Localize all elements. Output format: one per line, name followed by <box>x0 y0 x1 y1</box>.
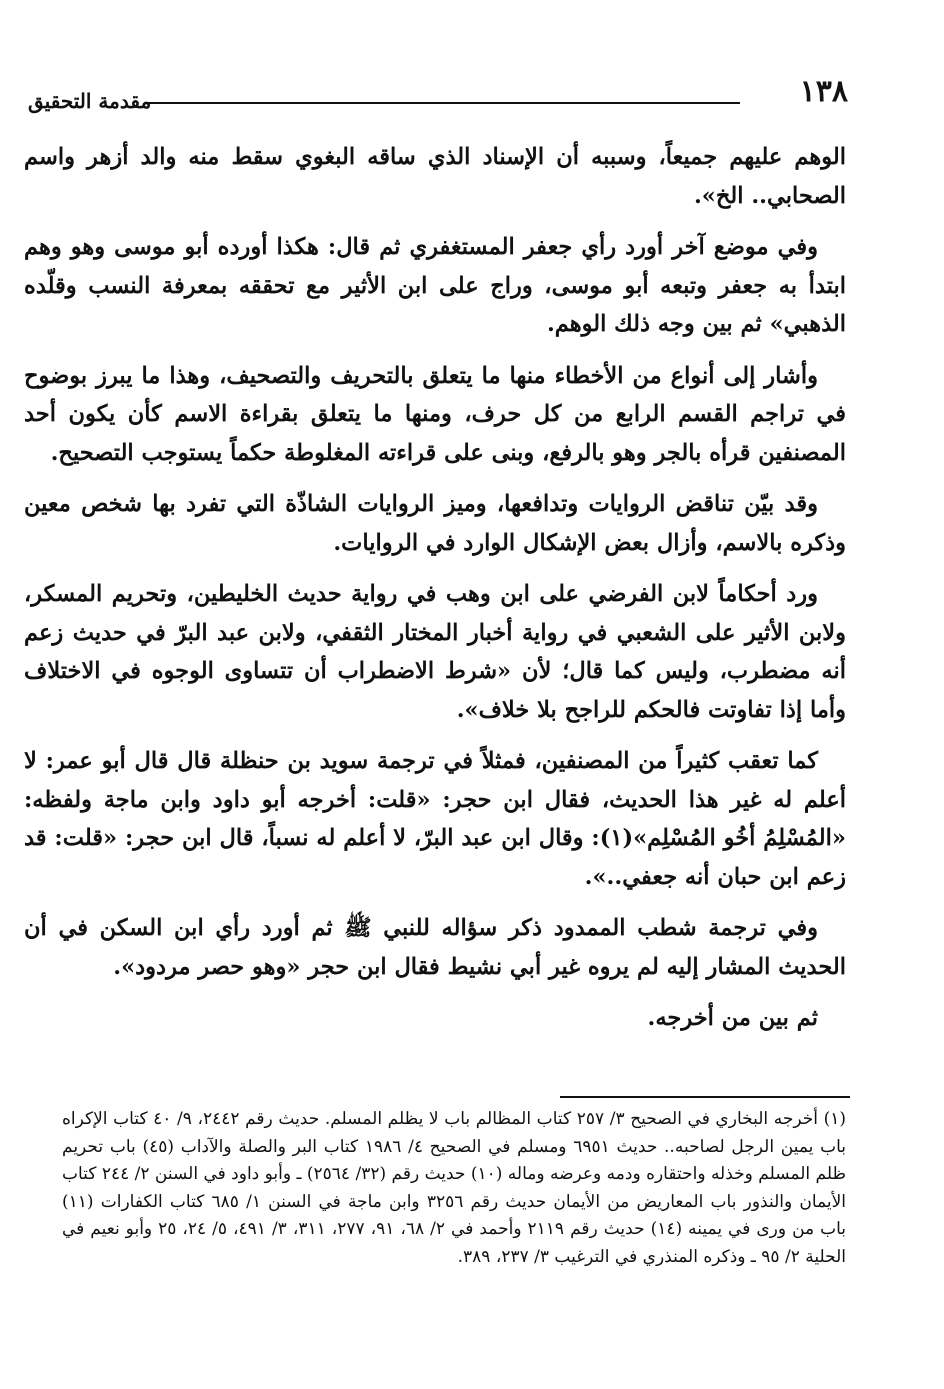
paragraph: وقد بيّن تناقض الروايات وتدافعها، وميز الروايات الشاذّة التي تفرد بها شخص معين وذكره بالاسم، وأزال بعض الإشكال الوارد في الروايات. <box>24 491 846 556</box>
footnote-text: (١) أخرجه البخاري في الصحيح ٣/ ٢٥٧ كتاب المظالم باب لا يظلم المسلم. حديث رقم ٢٤٤٢، ٩/ ٤٠ كتاب الإكراه باب يمين الرجل لصاحبه.. حديث ٦٩٥١ ومسلم في الصحيح ٤/ ١٩٨٦ كتاب البر والصلة والآداب (٤٥) باب تحريم ظلم المسلم وخذله واحتقاره ودمه وعرضه وماله (١٠) حديث رقم (٣٢/ ٢٥٦٤) ـ وأبو داود في السنن ٢/ ٢٤٤ كتاب الأيمان والنذور باب المعاريض من الأيمان حديث رقم ٣٢٥٦ وابن ماجة في السنن ١/ ٦٨٥ كتاب الكفارات (١١) باب من ورى في يمينه (١٤) حديث رقم ٢١١٩ وأحمد في ٢/ ٦٨، ٩١، ٢٧٧، ٣١١، ٣/ ٤٩١، ٥/ ٢٤، ٢٥ وأبو نعيم في الحلية ٢/ ٩٥ ـ وذكره المنذري في الترغيب ٣/ ٢٣٧، ٣٨٩. <box>62 1109 847 1267</box>
paragraph: وفي موضع آخر أورد رأي جعفر المستغفري ثم قال: هكذا أورده أبو موسى وهو وهم ابتدأ به جعفر وتبعه أبو موسى، وراج على ابن الأثير مع تحققه بمعرفة النسب وقلّده الذهبي» ثم بين وجه ذلك الوهم. <box>24 234 846 337</box>
paragraph: ثم بين من أخرجه. <box>647 1005 818 1031</box>
paragraph: وفي ترجمة شطب الممدود ذكر سؤاله للنبي ﷺ ثم أورد رأي ابن السكن في أن الحديث المشار إليه لم يروه غير أبي نشيط فقال ابن حجر «وهو حصر مردود». <box>24 915 846 980</box>
page-header <box>28 72 848 116</box>
paragraph: الوهم عليهم جميعاً، وسببه أن الإسناد الذي ساقه البغوي سقط منه والد أزهر واسم الصحابي.. الخ». <box>24 144 846 209</box>
paragraph: ورد أحكاماً لابن الفرضي على ابن وهب في رواية حديث الخليطين، وتحريم المسكر، ولابن الأثير على الشعبي في رواية أخبار المختار الثقفي، ولابن عبد البرّ في حديث زعم أنه مضطرب، وليس كما قال؛ لأن «شرط الاضطراب أن تتساوى الوجوه في الاختلاف وأما إذا تفاوتت فالحكم للراجح بلا خلاف». <box>24 581 846 723</box>
paragraph: وأشار إلى أنواع من الأخطاء منها ما يتعلق بالتحريف والتصحيف، وهذا ما يبرز بوضوح في تراجم القسم الرابع من كل حرف، ومنها ما يتعلق بقراءة الاسم كأن يكون أحد المصنفين قرأه بالجر وهو بالرفع، وبنى على قراءته المغلوطة حكماً يستوجب التصحيح. <box>24 362 846 466</box>
paragraph: كما تعقب كثيراً من المصنفين، فمثلاً في ترجمة سويد بن حنظلة قال قال أبو عمر: لا أعلم له غير هذا الحديث، فقال ابن حجر: «قلت: أخرجه أبو داود وابن ماجة ولفظه: «المُسْلِمُ أخُو المُسْلِم»(١): وقال ابن عبد البرّ، لا أعلم له نسباً، قال ابن حجر: «قلت: قد زعم ابن حبان أنه جعفي..». <box>24 748 846 890</box>
page-number: ١٣٨ <box>799 74 848 109</box>
main-text <box>24 138 846 1051</box>
header-rule <box>146 102 740 104</box>
footnote-separator <box>560 1096 850 1098</box>
footnote <box>62 1106 846 1271</box>
running-title: مقدمة التحقيق <box>28 89 152 113</box>
